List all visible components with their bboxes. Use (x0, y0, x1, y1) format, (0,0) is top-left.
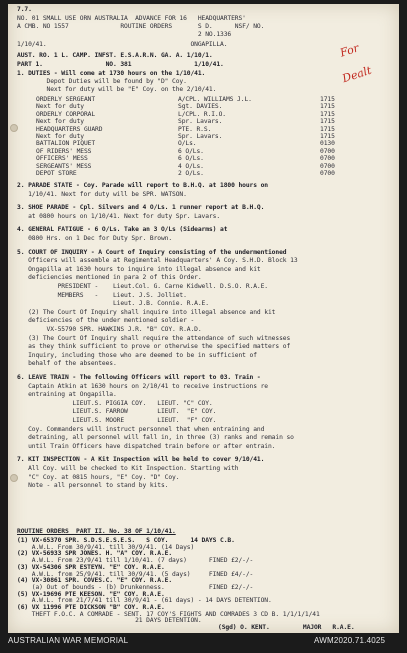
paragraph-line: Inquiry, including those who are deemed to be in sufficient of (17, 351, 257, 359)
duty-name: L/CPL. R.I.O. (178, 110, 226, 118)
header-line: 7.7. (17, 6, 32, 13)
duty-time: 0130 (320, 140, 335, 148)
paragraph-line: 7. KIT INSPECTION - A Kit Inspection will be held to cover 9/10/41. (17, 456, 265, 464)
duty-name: Spr. Lavars. (178, 133, 223, 140)
paragraph-line: as they think sufficient to prove or otherwise the specified matters of (17, 343, 291, 351)
paragraph-line: 1/10/41. Next for duty will be SPR. WATSON. (17, 190, 187, 198)
duties-heading: 1. DUTIES - Will come at 1730 hours on the 1/10/41. (17, 70, 206, 77)
duty-time: 1715 (320, 110, 335, 118)
duty-duty: DEPOT STORE (36, 170, 77, 177)
paragraph-line: 6. LEAVE TRAIN - The following Officers will report to 03. Train - (17, 374, 261, 381)
paragraph-line: until Train Officers have dispatched train before or after entrain. (17, 442, 276, 450)
paragraph-line: VX-55790 SPR. HAWKINS J.R. "B" COY. R.A.D. (17, 326, 202, 333)
duties-text: Next for duty will be "E" Coy. on the 2/10/41. (17, 86, 217, 93)
duty-name: O/Ls. (178, 140, 197, 148)
part2-line: (1) VX-65370 SPR. S.D.S.E.S.E.S. S COY. 14 DAYS C.B. (17, 537, 235, 544)
duty-name: 2 O/Ls. (178, 170, 204, 177)
duty-duty: Next for duty (36, 133, 84, 140)
paragraph-line: (2) The Court Of Inquiry shall inquire into illegal absence and kit (17, 308, 276, 316)
paragraph-line: Officers will assemble at Regimental Headquarters' A Coy. S.H.D. Block 13 (17, 257, 298, 265)
duty-time: 0700 (320, 170, 335, 177)
paragraph-line: (3) The Court Of Inquiry shall require the attendance of such witnesses (17, 334, 291, 342)
duty-duty: ORDERLY SERGEANT (36, 96, 96, 103)
duty-duty: BATTALION PIQUET (36, 140, 96, 148)
header-line: A CMB. NO 1557 ROUTINE ORDERS S D. NSF/ NO. (17, 23, 265, 30)
archive-reference: AWM2020.71.4025 (314, 636, 386, 645)
paragraph-line: LIEUT.S. FARROW LIEUT. "E" COY. (17, 408, 217, 416)
paragraph-line: behalf of the absentees. (17, 360, 117, 368)
duty-name: Spr. Lavars. (178, 118, 223, 126)
part2-line: (6) VX 11996 PTE DICKSON "B" COY. R.A.E. (17, 604, 165, 611)
part2-line: A.W.L. From 30/9/41. till 30/9/41. (14 Days) (17, 543, 195, 551)
duty-time: 1715 (320, 118, 335, 126)
paragraph-line: Coy. Commanders will instruct personnel that when entraining and (17, 425, 265, 433)
paragraph-line: detraining, all personnel will fall in, in three (3) ranks and remain so (17, 434, 294, 442)
paragraph-line: Captain Atkin at 1630 hours on 2/10/41 to receive instructions re (17, 382, 268, 390)
paragraph-line: LIEUT.S. PIGGIA COY. LIEUT. "C" COY. (17, 399, 213, 407)
part2-line: 21 DAYS DETENTION. (17, 617, 202, 625)
duty-name: Sgt. DAVIES. (178, 103, 223, 111)
paragraph-line: at 0800 hours on 1/10/41. Next for duty Spr. Lavars. (17, 212, 221, 220)
header-line: NO. 01 SMALL USE ORN AUSTRALIA ADVANCE FOR 16 HEADQUARTERS' (17, 15, 246, 22)
duty-duty: Next for duty (36, 118, 84, 126)
paragraph-line: LIEUT.S. MOORE LIEUT. "F" COY. (17, 417, 217, 424)
document-page (8, 4, 399, 633)
handwritten-note: Dealt (340, 63, 374, 86)
duty-duty: Next for duty (36, 103, 84, 111)
signature: (Sgd) O. KENT. MAJOR R.A.E. (218, 624, 355, 631)
duty-time: 1715 (320, 133, 335, 140)
paragraph-line: Ongapilla at 1630 hours to inquire into illegal absence and kit (17, 265, 261, 273)
duty-name: 6 O/Ls. (178, 147, 204, 155)
paragraph-line: Lieut. J.B. Connie. R.A.E. (17, 300, 209, 308)
paragraph-line: PRESIDENT - Lieut.Col. G. Carne Kidwell. D.S.O. R.A.E. (17, 283, 268, 290)
duties-text: Depot Duties will be found by "D" Coy. (17, 78, 187, 85)
paragraph-line: 3. SHOE PARADE - Cpl. Silvers and 4 O/Ls. 1 runner report at B.H.Q. (17, 204, 265, 212)
part2-line: (2) VX-56933 SPR JONES. H. "A" COY. R.A.E. (17, 550, 173, 558)
paragraph-line: deficiencies of the under mentioned soldier - (17, 317, 195, 325)
duty-name: 6 O/Ls. (178, 155, 204, 163)
duty-time: 0700 (320, 155, 335, 163)
part2-line: (4) VX-30861 SPR. COVES.C. "E" COY. R.A.E. (17, 577, 173, 585)
header-line: 1/10/41. ONGAPILLA. (17, 41, 228, 48)
duty-name: PTE. R.S. (178, 125, 212, 133)
paragraph-line: "C" Coy. at 0815 hours, "E" Coy. "D" Coy. (17, 473, 180, 481)
duty-time: 1715 (320, 125, 335, 133)
part2-line: A.W.L. from 25/9/41. till 30/9/41. (5 days) FINED £4/-/- (17, 570, 254, 578)
paragraph-line: MEMBERS - Lieut. J.S. Jolliet. (17, 291, 187, 299)
paragraph-line: 5. COURT OF INQUIRY - A Court of Inquiry consisting of the undermentioned (17, 248, 287, 256)
paragraph-line: entraining at Ongapilla. (17, 391, 117, 399)
paragraph-line: deficiencies mentioned in para 2 of this Order. (17, 274, 202, 282)
duty-duty: ORDERLY CORPORAL (36, 110, 96, 118)
part2-line: A.W.L. from 21/7/41 till 30/9/41 - (61 days) - 14 DAYS DETENTION. (17, 597, 272, 605)
part2-line: (a) Out of bounds - (b) Drunkenness. FINED £2/-/- (17, 583, 254, 591)
header-line: 2 NO.1336 (17, 31, 232, 38)
duty-duty: OFFICERS' MESS (36, 155, 88, 163)
duty-duty: SERGEANTS' MESS (36, 162, 92, 170)
part2-line: (3) VX-54306 SPR ESTEYN. "E" COY. R.A.E. (17, 563, 165, 571)
duty-time: 1715 (320, 103, 335, 111)
header-line: AUST. RO. 1 L. CAMP. INFST. E.S.A.R.N. GA. A. 1/10/1. (17, 52, 213, 59)
part2-line: A.W.L. From 23/9/41 till 1/10/41. (7 days) FINED £2/-/- (17, 557, 254, 565)
paragraph-line: 4. GENERAL FATIGUE - 6 O/Ls. Take an 3 O/Ls (Sidearms) at (17, 226, 228, 234)
header-line: PART 1. NO. 381 1/10/41. (17, 61, 224, 68)
duty-time: 1715 (320, 96, 335, 103)
part2-title: ROUTINE ORDERS PART II. No. 38 OF 1/10/41. (17, 528, 176, 535)
paragraph-line: Note - all personnel to stand by kits. (17, 482, 169, 490)
paragraph-line: 2. PARADE STATE - Coy. Parade will report to B.H.Q. at 1800 hours on (17, 182, 268, 189)
part2-line: THEFT F.O.C. A COMRADE - SENT. 17 COY'S FIGHTS AND COMRADES 3 CD B. 1/1/1/1/41 (17, 610, 320, 618)
handwritten-note: For (338, 41, 361, 60)
duty-duty: OF RIDERS' MESS (36, 147, 92, 155)
duty-name: 4 O/Ls. (178, 162, 204, 170)
duty-duty: HEADQUARTERS GUARD (36, 125, 103, 133)
part2-line: (5) VX-19696 PTE KEESON. "E" COY. R.A.E. (17, 590, 165, 598)
duty-name: A/CPL. WILLIAMS J.L. (178, 96, 252, 103)
duty-time: 0700 (320, 147, 335, 155)
paragraph-line: All Coy. will be checked to Kit Inspection. Starting with (17, 465, 239, 472)
duty-time: 0700 (320, 162, 335, 170)
paragraph-line: 0800 Hrs. on 1 Dec for Duty Spr. Brown. (17, 235, 173, 242)
archive-credit: AUSTRALIAN WAR MEMORIAL (8, 636, 129, 645)
punch-hole (10, 124, 18, 132)
